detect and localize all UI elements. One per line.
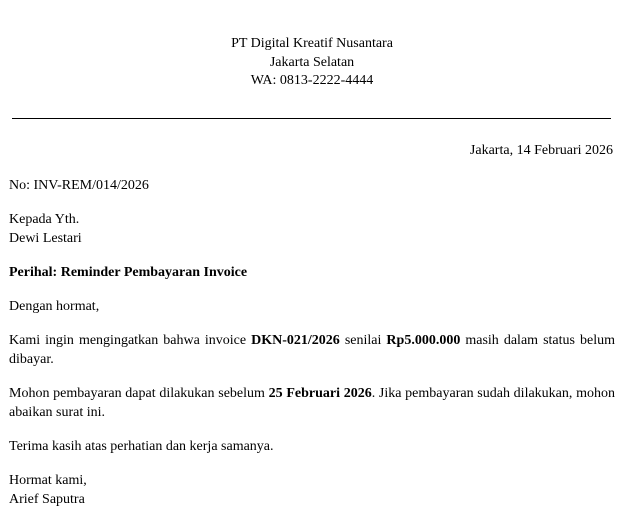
invoice-amount: Rp5.000.000 [386, 332, 461, 348]
header-divider [12, 118, 611, 119]
p1-text-a: Kami ingin mengingatkan bahwa invoice [9, 332, 252, 348]
letter-number: No: INV-REM/014/2026 [9, 177, 149, 193]
recipient-name: Dewi Lestari [9, 230, 82, 246]
p2-text-b: . Jika pembayaran sudah dilakukan, mohon abaikan surat ini. [9, 385, 615, 420]
letter-subject: Perihal: Reminder Pembayaran Invoice [9, 264, 248, 280]
recipient-block [9, 210, 615, 248]
company-name: PT Digital Kreatif Nusantara [231, 36, 393, 51]
paragraph-thanks: Terima kasih atas perhatian dan kerja samanya. [9, 438, 274, 454]
signer-name: Arief Saputra [9, 491, 85, 507]
recipient-salutation: Kepada Yth. [9, 211, 80, 227]
company-phone: WA: 0813-2222-4444 [250, 73, 374, 88]
closing-phrase: Hormat kami, [9, 472, 87, 488]
letter-date: Jakarta, 14 Februari 2026 [469, 142, 613, 158]
company-city: Jakarta Selatan [269, 54, 355, 70]
paragraph-payment-deadline [9, 384, 615, 422]
p1-text-c: masih dalam status belum dibayar. [9, 332, 616, 367]
payment-deadline: 25 Februari 2026 [268, 385, 372, 401]
greeting: Dengan hormat, [9, 298, 100, 314]
p1-text-b: senilai [339, 332, 387, 348]
letterhead [9, 0, 615, 91]
paragraph-invoice-reminder [9, 331, 615, 369]
p2-text-a: Mohon pembayaran dapat dilakukan sebelum [9, 385, 269, 401]
invoice-number: DKN-021/2026 [251, 332, 340, 348]
closing-block [9, 471, 615, 509]
